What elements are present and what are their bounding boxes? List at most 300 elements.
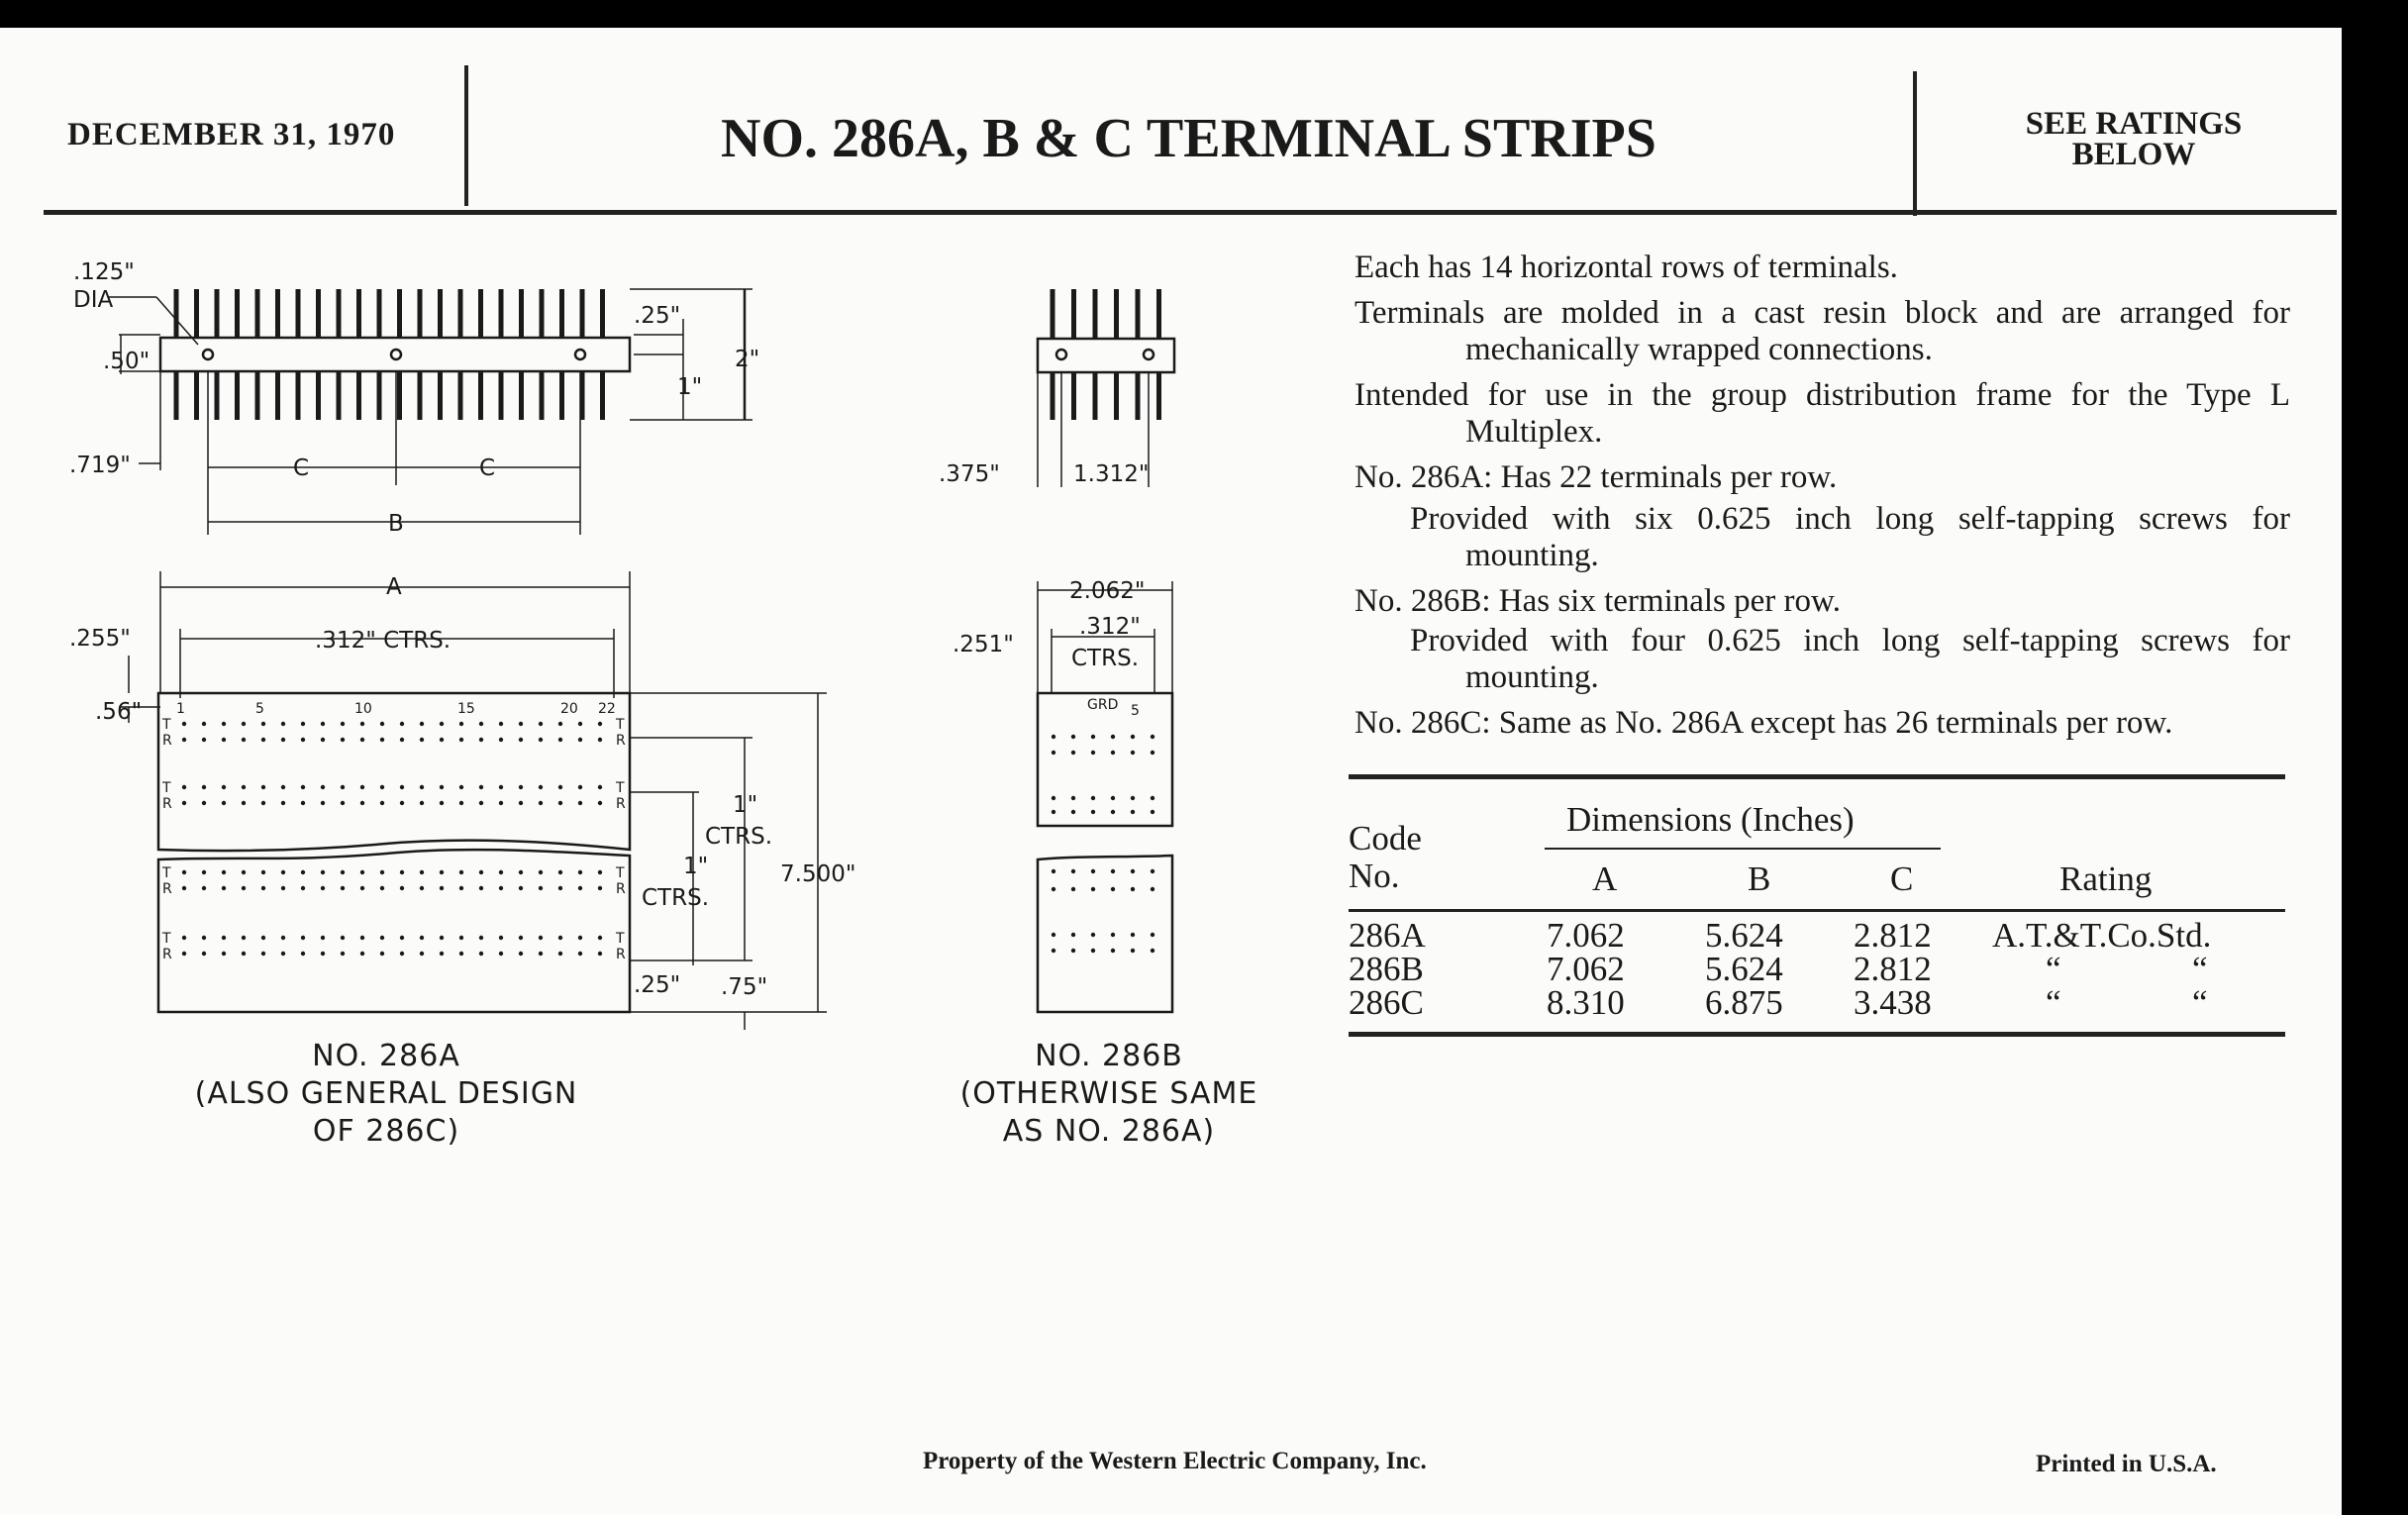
terminal-number-5: 5 bbox=[255, 701, 264, 717]
dim-b: B bbox=[388, 511, 404, 537]
terminal-dot bbox=[182, 952, 186, 956]
row-t-label: T bbox=[616, 865, 625, 881]
terminal-dot bbox=[578, 936, 582, 940]
terminal-dot bbox=[242, 952, 246, 956]
terminal-dot bbox=[1052, 887, 1055, 891]
terminal-dot bbox=[301, 952, 305, 956]
terminal-number-22: 22 bbox=[598, 701, 616, 717]
terminal-dot bbox=[202, 801, 206, 805]
dim-c-right: C bbox=[479, 455, 496, 481]
a-cell: 8.310 bbox=[1547, 983, 1625, 1022]
terminal-dot bbox=[1131, 949, 1135, 953]
terminal-dot bbox=[222, 886, 226, 890]
terminal-dot bbox=[400, 738, 404, 742]
terminal-dot bbox=[222, 870, 226, 874]
strip-a-upper-body bbox=[158, 693, 630, 851]
dim-375: .375" bbox=[939, 461, 1000, 487]
terminal-dot bbox=[341, 738, 345, 742]
terminal-dot bbox=[558, 886, 562, 890]
terminal-dot bbox=[598, 936, 602, 940]
terminal-dot bbox=[341, 801, 345, 805]
terminal-dot bbox=[459, 936, 463, 940]
page-title-text: NO. 286A, B & C TERMINAL STRIPS bbox=[721, 108, 1656, 169]
terminal-dot bbox=[519, 870, 523, 874]
terminal-dot bbox=[281, 936, 285, 940]
terminal-dot bbox=[1052, 810, 1055, 814]
caption-286a-line1: NO. 286A bbox=[312, 1039, 460, 1073]
row-r-label: R bbox=[616, 733, 626, 749]
terminal-dot bbox=[420, 722, 424, 726]
terminal-dot bbox=[440, 870, 444, 874]
terminal-dot bbox=[1151, 933, 1154, 937]
terminal-dot bbox=[1052, 796, 1055, 800]
dim-a: A bbox=[386, 574, 402, 600]
caption-286b bbox=[911, 1038, 1307, 1151]
terminal-dot bbox=[261, 936, 265, 940]
terminal-number-20: 20 bbox=[560, 701, 578, 717]
dim-56: .56" bbox=[95, 699, 143, 725]
terminal-dot bbox=[479, 738, 483, 742]
terminal-dot bbox=[598, 870, 602, 874]
terminal-dot bbox=[281, 952, 285, 956]
terminal-dot bbox=[459, 722, 463, 726]
dim-2: 2" bbox=[735, 347, 760, 372]
terminal-dot bbox=[459, 738, 463, 742]
terminal-dot bbox=[222, 738, 226, 742]
c-cell: 2.812 bbox=[1854, 950, 1932, 988]
terminal-dot bbox=[400, 936, 404, 940]
terminal-dot bbox=[360, 738, 364, 742]
terminal-dot bbox=[1131, 810, 1135, 814]
terminal-dot bbox=[499, 722, 503, 726]
terminal-dot bbox=[281, 886, 285, 890]
terminal-dot bbox=[539, 785, 543, 789]
ditto-mark: “ bbox=[2046, 950, 2061, 988]
terminal-dot bbox=[1052, 751, 1055, 755]
dim-312-b: .312" bbox=[1079, 614, 1141, 640]
terminal-dot bbox=[598, 886, 602, 890]
terminal-dot bbox=[301, 936, 305, 940]
terminal-dot bbox=[539, 886, 543, 890]
terminal-dot bbox=[261, 886, 265, 890]
desc-286b: No. 286B: Has six terminals per row. bbox=[1354, 583, 1841, 619]
dim-7500: 7.500" bbox=[780, 861, 856, 887]
terminal-dot bbox=[1131, 933, 1135, 937]
terminal-dot bbox=[558, 785, 562, 789]
dim-1: 1" bbox=[677, 374, 703, 400]
terminal-dot bbox=[558, 738, 562, 742]
desc-286a: No. 286A: Has 22 terminals per row. bbox=[1354, 459, 1838, 495]
ditto-mark: “ bbox=[2046, 983, 2061, 1022]
terminal-dot bbox=[1131, 751, 1135, 755]
terminal-dot bbox=[499, 738, 503, 742]
terminal-dot bbox=[519, 738, 523, 742]
terminal-dot bbox=[222, 936, 226, 940]
terminal-dot bbox=[539, 801, 543, 805]
terminal-dot bbox=[400, 952, 404, 956]
terminal-dot bbox=[1052, 949, 1055, 953]
terminal-dot bbox=[479, 952, 483, 956]
terminal-dot bbox=[321, 936, 325, 940]
terminal-dot bbox=[578, 801, 582, 805]
dim-251: .251" bbox=[953, 632, 1014, 657]
terminal-dot bbox=[182, 738, 186, 742]
row-r-label: R bbox=[162, 881, 172, 897]
terminal-dot bbox=[182, 936, 186, 940]
terminal-dot bbox=[202, 936, 206, 940]
dim-c-left: C bbox=[293, 455, 310, 481]
terminal-dot bbox=[400, 722, 404, 726]
b-cell: 5.624 bbox=[1705, 916, 1783, 955]
ratings-note-line2: BELOW bbox=[2071, 137, 2196, 172]
terminal-dot bbox=[1091, 949, 1095, 953]
terminal-dot bbox=[380, 952, 384, 956]
row-r-label: R bbox=[616, 881, 626, 897]
ctrs-1-a: 1" bbox=[733, 792, 758, 818]
terminal-dot bbox=[400, 801, 404, 805]
terminal-dot bbox=[1111, 933, 1115, 937]
terminal-dot bbox=[1131, 796, 1135, 800]
row-t-label: T bbox=[616, 717, 625, 733]
terminal-dot bbox=[558, 722, 562, 726]
terminal-dot bbox=[400, 785, 404, 789]
terminal-dot bbox=[281, 738, 285, 742]
terminal-dot bbox=[360, 936, 364, 940]
terminal-dot bbox=[499, 870, 503, 874]
terminal-dot bbox=[380, 785, 384, 789]
terminal-dot bbox=[301, 722, 305, 726]
terminal-dot bbox=[440, 785, 444, 789]
terminal-dot bbox=[479, 801, 483, 805]
footer-printed: Printed in U.S.A. bbox=[2036, 1451, 2217, 1477]
terminal-dot bbox=[1091, 735, 1095, 739]
row-r-label: R bbox=[162, 796, 172, 812]
terminal-dot bbox=[1091, 796, 1095, 800]
terminal-dot bbox=[440, 886, 444, 890]
terminal-dot bbox=[539, 722, 543, 726]
terminal-dot bbox=[222, 801, 226, 805]
desc-286a-sub: Provided with six 0.625 inch long self-tapping screws for mounting. bbox=[1410, 501, 2290, 573]
terminal-dot bbox=[380, 738, 384, 742]
code-cell: 286C bbox=[1349, 983, 1424, 1022]
c-cell: 2.812 bbox=[1854, 916, 1932, 955]
code-header-line1: Code bbox=[1349, 819, 1422, 858]
terminal-dot bbox=[1111, 751, 1115, 755]
terminal-dot bbox=[182, 785, 186, 789]
terminal-dot bbox=[598, 738, 602, 742]
terminal-dot bbox=[420, 952, 424, 956]
terminal-dot bbox=[242, 785, 246, 789]
ditto-mark: “ bbox=[2192, 983, 2208, 1022]
terminal-dot bbox=[341, 870, 345, 874]
terminal-dot bbox=[182, 870, 186, 874]
terminal-dot bbox=[341, 952, 345, 956]
desc-intended: Intended for use in the group distribution frame for the Type L Multiplex. bbox=[1354, 377, 2290, 450]
caption-286b-line1: NO. 286B bbox=[1035, 1039, 1183, 1073]
terminal-dot bbox=[261, 785, 265, 789]
terminal-dot bbox=[1151, 751, 1154, 755]
terminal-number-10: 10 bbox=[354, 701, 372, 717]
terminal-dot bbox=[519, 801, 523, 805]
terminal-dot bbox=[281, 801, 285, 805]
terminal-dot bbox=[202, 785, 206, 789]
terminal-dot bbox=[519, 936, 523, 940]
row-t-label: T bbox=[616, 931, 625, 947]
desc-286b-sub: Provided with four 0.625 inch long self-tapping screws for mounting. bbox=[1410, 623, 2290, 695]
row-r-label: R bbox=[616, 796, 626, 812]
terminal-dot bbox=[459, 870, 463, 874]
b-cell: 5.624 bbox=[1705, 950, 1783, 988]
terminal-dot bbox=[360, 785, 364, 789]
terminal-dot bbox=[420, 738, 424, 742]
terminal-number-5b: 5 bbox=[1131, 703, 1140, 719]
row-t-label: T bbox=[162, 931, 171, 947]
terminal-dot bbox=[558, 801, 562, 805]
terminal-dot bbox=[321, 952, 325, 956]
terminal-dot bbox=[578, 738, 582, 742]
col-c-header: C bbox=[1890, 859, 1914, 898]
terminal-dot bbox=[558, 870, 562, 874]
terminal-dot bbox=[1151, 735, 1154, 739]
terminal-dot bbox=[1151, 869, 1154, 873]
document-date: DECEMBER 31, 1970 bbox=[67, 117, 396, 152]
terminal-dot bbox=[1091, 887, 1095, 891]
row-r-label: R bbox=[616, 947, 626, 962]
terminal-dot bbox=[420, 785, 424, 789]
terminal-dot bbox=[1151, 887, 1154, 891]
terminal-dot bbox=[341, 936, 345, 940]
terminal-dot bbox=[1111, 887, 1115, 891]
desc-rows: Each has 14 horizontal rows of terminals. bbox=[1354, 250, 1898, 285]
terminal-dot bbox=[202, 870, 206, 874]
terminal-dot bbox=[1091, 933, 1095, 937]
terminal-dot bbox=[519, 952, 523, 956]
terminal-dot bbox=[578, 722, 582, 726]
terminal-dot bbox=[261, 870, 265, 874]
terminal-dot bbox=[242, 886, 246, 890]
terminal-dot bbox=[1071, 869, 1075, 873]
terminal-dot bbox=[341, 722, 345, 726]
caption-286a bbox=[149, 1038, 624, 1151]
terminal-dot bbox=[578, 870, 582, 874]
terminal-dot bbox=[1151, 796, 1154, 800]
terminal-dot bbox=[519, 886, 523, 890]
terminal-dot bbox=[360, 722, 364, 726]
terminal-dot bbox=[281, 722, 285, 726]
code-cell: 286A bbox=[1349, 916, 1426, 955]
strip-a-pins-top bbox=[176, 289, 603, 338]
footer-property: Property of the Western Electric Company, Inc. bbox=[923, 1448, 1427, 1474]
terminal-dot bbox=[420, 870, 424, 874]
dim-dia-value: .125" bbox=[73, 259, 135, 285]
terminal-dot bbox=[479, 870, 483, 874]
terminal-dot bbox=[360, 801, 364, 805]
terminal-dot bbox=[321, 886, 325, 890]
ditto-mark: “ bbox=[2192, 950, 2208, 988]
terminal-dot bbox=[558, 952, 562, 956]
terminal-dot bbox=[598, 952, 602, 956]
terminal-dot bbox=[301, 738, 305, 742]
dim-25: .25" bbox=[634, 303, 681, 329]
terminal-dot bbox=[360, 952, 364, 956]
strip-a-pins-bottom bbox=[176, 372, 603, 420]
terminal-dot bbox=[459, 886, 463, 890]
terminal-dot bbox=[1071, 933, 1075, 937]
terminal-dot bbox=[242, 738, 246, 742]
terminal-dot bbox=[360, 870, 364, 874]
terminal-dot bbox=[321, 870, 325, 874]
terminal-dot bbox=[440, 738, 444, 742]
code-cell: 286B bbox=[1349, 950, 1424, 988]
terminal-dot bbox=[182, 801, 186, 805]
terminal-dot bbox=[420, 801, 424, 805]
terminal-number-1: 1 bbox=[176, 701, 185, 717]
terminal-dot bbox=[222, 952, 226, 956]
terminal-dot bbox=[598, 801, 602, 805]
terminal-dot bbox=[261, 738, 265, 742]
terminal-dot bbox=[321, 785, 325, 789]
terminal-dot bbox=[499, 952, 503, 956]
terminal-dot bbox=[578, 952, 582, 956]
terminal-dot bbox=[301, 886, 305, 890]
terminal-dot bbox=[242, 870, 246, 874]
terminal-dot bbox=[380, 801, 384, 805]
terminal-dot bbox=[1091, 869, 1095, 873]
terminal-dot bbox=[420, 936, 424, 940]
row-t-label: T bbox=[616, 780, 625, 796]
terminal-dot bbox=[400, 886, 404, 890]
terminal-dot bbox=[1111, 949, 1115, 953]
dim-75: .75" bbox=[721, 974, 768, 1000]
terminal-dot bbox=[261, 801, 265, 805]
dim-2062: 2.062" bbox=[1069, 578, 1146, 604]
b-cell: 6.875 bbox=[1705, 983, 1783, 1022]
dim-1312: 1.312" bbox=[1073, 461, 1150, 487]
terminal-dot bbox=[440, 722, 444, 726]
terminal-dot bbox=[479, 785, 483, 789]
terminal-dot bbox=[202, 952, 206, 956]
terminal-dot bbox=[182, 722, 186, 726]
terminal-dot bbox=[1151, 810, 1154, 814]
strip-b-terminal-dots bbox=[1052, 735, 1154, 953]
col-a-header: A bbox=[1592, 859, 1618, 898]
terminal-dot bbox=[459, 952, 463, 956]
terminal-dot bbox=[1071, 796, 1075, 800]
terminal-dot bbox=[479, 722, 483, 726]
terminal-dot bbox=[558, 936, 562, 940]
dimensions-header: Dimensions (Inches) bbox=[1566, 800, 1855, 839]
terminal-dot bbox=[380, 886, 384, 890]
terminal-dot bbox=[459, 801, 463, 805]
row-t-label: T bbox=[162, 865, 171, 881]
terminal-dot bbox=[341, 785, 345, 789]
terminal-dot bbox=[321, 738, 325, 742]
dim-255: .255" bbox=[69, 626, 131, 652]
dim-50: .50" bbox=[103, 349, 150, 374]
terminal-dot bbox=[440, 952, 444, 956]
row-r-label: R bbox=[162, 733, 172, 749]
terminal-dot bbox=[400, 870, 404, 874]
terminal-dot bbox=[519, 785, 523, 789]
terminal-dot bbox=[1131, 887, 1135, 891]
ctrs-label-b: CTRS. bbox=[642, 885, 710, 911]
terminal-dot bbox=[1131, 869, 1135, 873]
rating-header: Rating bbox=[2059, 859, 2153, 898]
terminal-dot bbox=[499, 886, 503, 890]
a-cell: 7.062 bbox=[1547, 950, 1625, 988]
ctrs-1-b: 1" bbox=[683, 854, 709, 879]
terminal-dot bbox=[1091, 751, 1095, 755]
terminal-dot bbox=[519, 722, 523, 726]
terminal-dot bbox=[479, 936, 483, 940]
terminal-dot bbox=[1111, 735, 1115, 739]
terminal-dot bbox=[1071, 887, 1075, 891]
terminal-dot bbox=[499, 801, 503, 805]
terminal-dot bbox=[1131, 735, 1135, 739]
terminal-dot bbox=[499, 785, 503, 789]
terminal-dot bbox=[440, 936, 444, 940]
terminal-number-15: 15 bbox=[457, 701, 475, 717]
terminal-dot bbox=[1071, 751, 1075, 755]
a-cell: 7.062 bbox=[1547, 916, 1625, 955]
caption-286a-line3: OF 286C) bbox=[312, 1114, 460, 1149]
terminal-dot bbox=[1111, 869, 1115, 873]
dim-719: .719" bbox=[69, 453, 131, 478]
terminal-dot bbox=[1071, 810, 1075, 814]
terminal-dot bbox=[281, 870, 285, 874]
terminal-dot bbox=[1071, 949, 1075, 953]
terminal-dot bbox=[242, 801, 246, 805]
terminal-dot bbox=[380, 722, 384, 726]
terminal-dot bbox=[1052, 735, 1055, 739]
caption-286b-line3: AS NO. 286A) bbox=[1002, 1114, 1216, 1149]
terminal-dot bbox=[321, 722, 325, 726]
terminal-dot bbox=[182, 886, 186, 890]
c-cell: 3.438 bbox=[1854, 983, 1932, 1022]
terminal-dot bbox=[598, 722, 602, 726]
terminal-dot bbox=[261, 952, 265, 956]
row-r-label: R bbox=[162, 947, 172, 962]
ctrs-label-a: CTRS. bbox=[705, 824, 773, 850]
terminal-dot bbox=[261, 722, 265, 726]
col-b-header: B bbox=[1748, 859, 1771, 898]
terminal-dot bbox=[242, 722, 246, 726]
grd-label: GRD bbox=[1087, 697, 1119, 713]
terminal-dot bbox=[281, 785, 285, 789]
terminal-dot bbox=[1151, 949, 1154, 953]
terminal-dot bbox=[499, 936, 503, 940]
terminal-dot bbox=[202, 738, 206, 742]
code-header-line2: No. bbox=[1349, 857, 1400, 895]
terminal-dot bbox=[539, 870, 543, 874]
rating-cell: A.T.&T.Co.Std. bbox=[1992, 916, 2212, 955]
dim-25b: .25" bbox=[634, 972, 681, 998]
row-t-label: T bbox=[162, 717, 171, 733]
strip-a-terminal-dots bbox=[182, 722, 602, 956]
terminal-dot bbox=[321, 801, 325, 805]
terminal-dot bbox=[222, 785, 226, 789]
terminal-dot bbox=[1091, 810, 1095, 814]
caption-286a-line2: (ALSO GENERAL DESIGN bbox=[194, 1076, 578, 1111]
caption-286b-line2: (OTHERWISE SAME bbox=[959, 1076, 1258, 1111]
row-t-label: T bbox=[162, 780, 171, 796]
terminal-dot bbox=[380, 870, 384, 874]
ratings-note-line1: SEE RATINGS bbox=[2025, 106, 2243, 142]
terminal-dot bbox=[341, 886, 345, 890]
terminal-dot bbox=[459, 785, 463, 789]
terminal-dot bbox=[301, 801, 305, 805]
desc-terminals: Terminals are molded in a cast resin block and are arranged for mechanically wrapped connections. bbox=[1354, 295, 2290, 367]
